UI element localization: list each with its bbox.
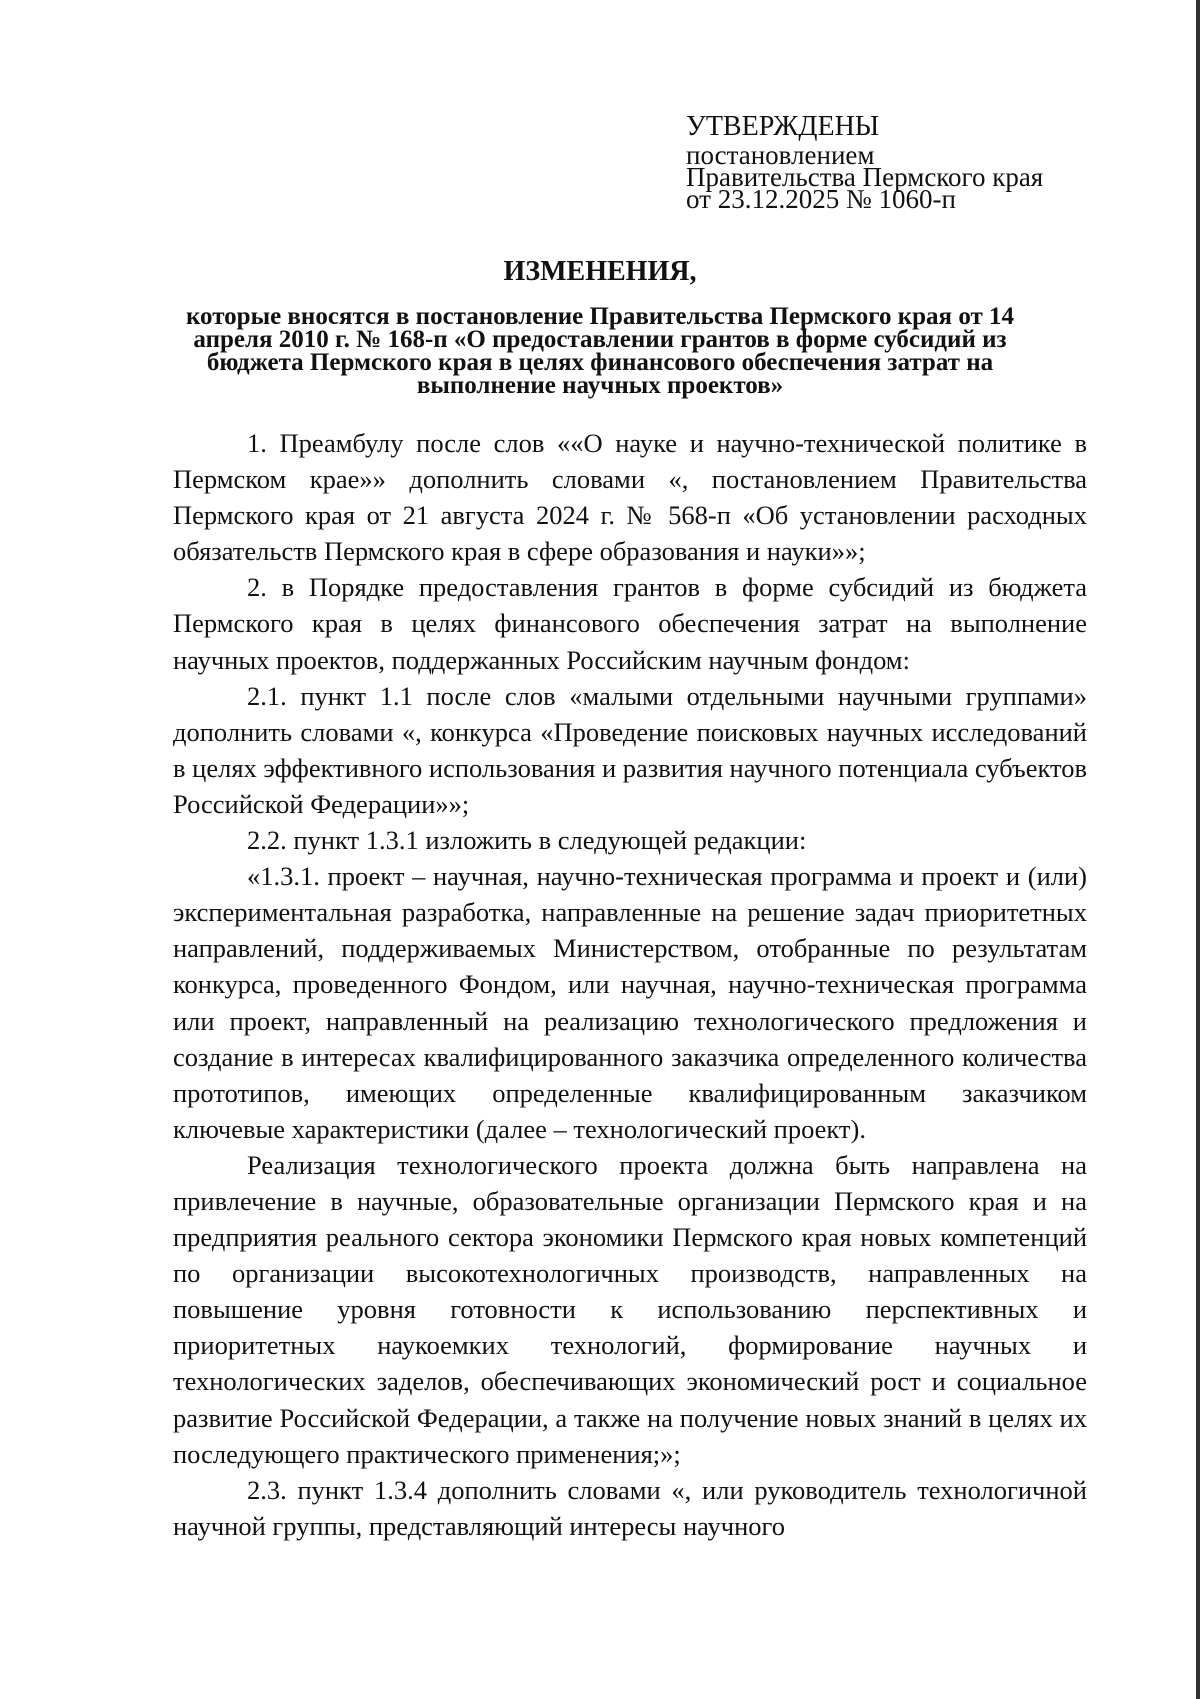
document-body [173, 425, 1087, 1544]
paragraph-1: 1. Преамбулу после слов ««О науке и научно-технической политике в Пермском крае»» дополнить словами «, постановлением Правительства Пермского края от 21 августа 2024 г. № 568-п «Об установлении расходных обязательств Пермского края в сфере образования и науки»»; [173, 428, 1087, 567]
approval-title: УТВЕРЖДЕНЫ [686, 111, 880, 142]
approval-line-3: от 23.12.2025 № 1060-п [686, 184, 956, 214]
document-heading [150, 255, 1050, 397]
document-title: ИЗМЕНЕНИЯ, [503, 256, 697, 287]
paragraph-2-2: 2.2. пункт 1.3.1 изложить в следующей редакции: [247, 825, 807, 856]
approval-line-2: Правительства Пермского края [686, 162, 1044, 192]
paragraph-1-3-1: «1.3.1. проект – научная, научно-техническая программа и проект и (или) экспериментальная разработка, направленные на решение задач приоритетных направлений, поддерживаемых Министерством, отобранные по результатам конкурса, проведенного Фондом, или научная, научно-техническая программа или проект, направленный на реализацию технологического предложения и создание в интересах квалифицированного заказчика определенного количества прототипов, имеющих определенные квалифицированным заказчиком ключевые характеристики (далее – технологический проект). [173, 861, 1087, 1144]
approval-stamp [686, 111, 1044, 214]
paragraph-2: 2. в Порядке предоставления грантов в форме субсидий из бюджета Пермского края в целях финансового обеспечения затрат на выполнение научных проектов, поддержанных Российским научным фондом: [173, 572, 1087, 675]
document-subtitle: которые вносятся в постановление Правительства Пермского края от 14 апреля 2010 г. № 168-п «О предоставлении грантов в форме субсидий из бюджета Пермского края в целях финансового обеспечения затрат на выполнение научных проектов» [185, 303, 1015, 399]
scan-edge [1196, 0, 1200, 1699]
paragraph-2-1: 2.1. пункт 1.1 после слов «малыми отдельными научными группами» дополнить словами «, конкурса «Проведение поисковых научных исследований в целях эффективного использования и развития научного потенциала субъектов Российской Федерации»»; [173, 680, 1087, 819]
paragraph-2-3: 2.3. пункт 1.3.4 дополнить словами «, или руководитель технологичной научной группы, представляющий интересы научного [173, 1474, 1087, 1541]
paragraph-realization: Реализация технологического проекта должна быть направлена на привлечение в научные, образовательные организации Пермского края и на предприятия реального сектора экономики Пермского края новых компетенций по организации высокотехнологичных производств, направленных на повышение уровня готовности к использованию перспективных и приоритетных наукоемких технологий, формирование научных и технологических заделов, обеспечивающих экономический рост и социальное развитие Российской Федерации, а также на получение новых знаний в целях их последующего практического применения;»; [173, 1149, 1087, 1469]
approval-line-1: постановлением [686, 140, 875, 170]
